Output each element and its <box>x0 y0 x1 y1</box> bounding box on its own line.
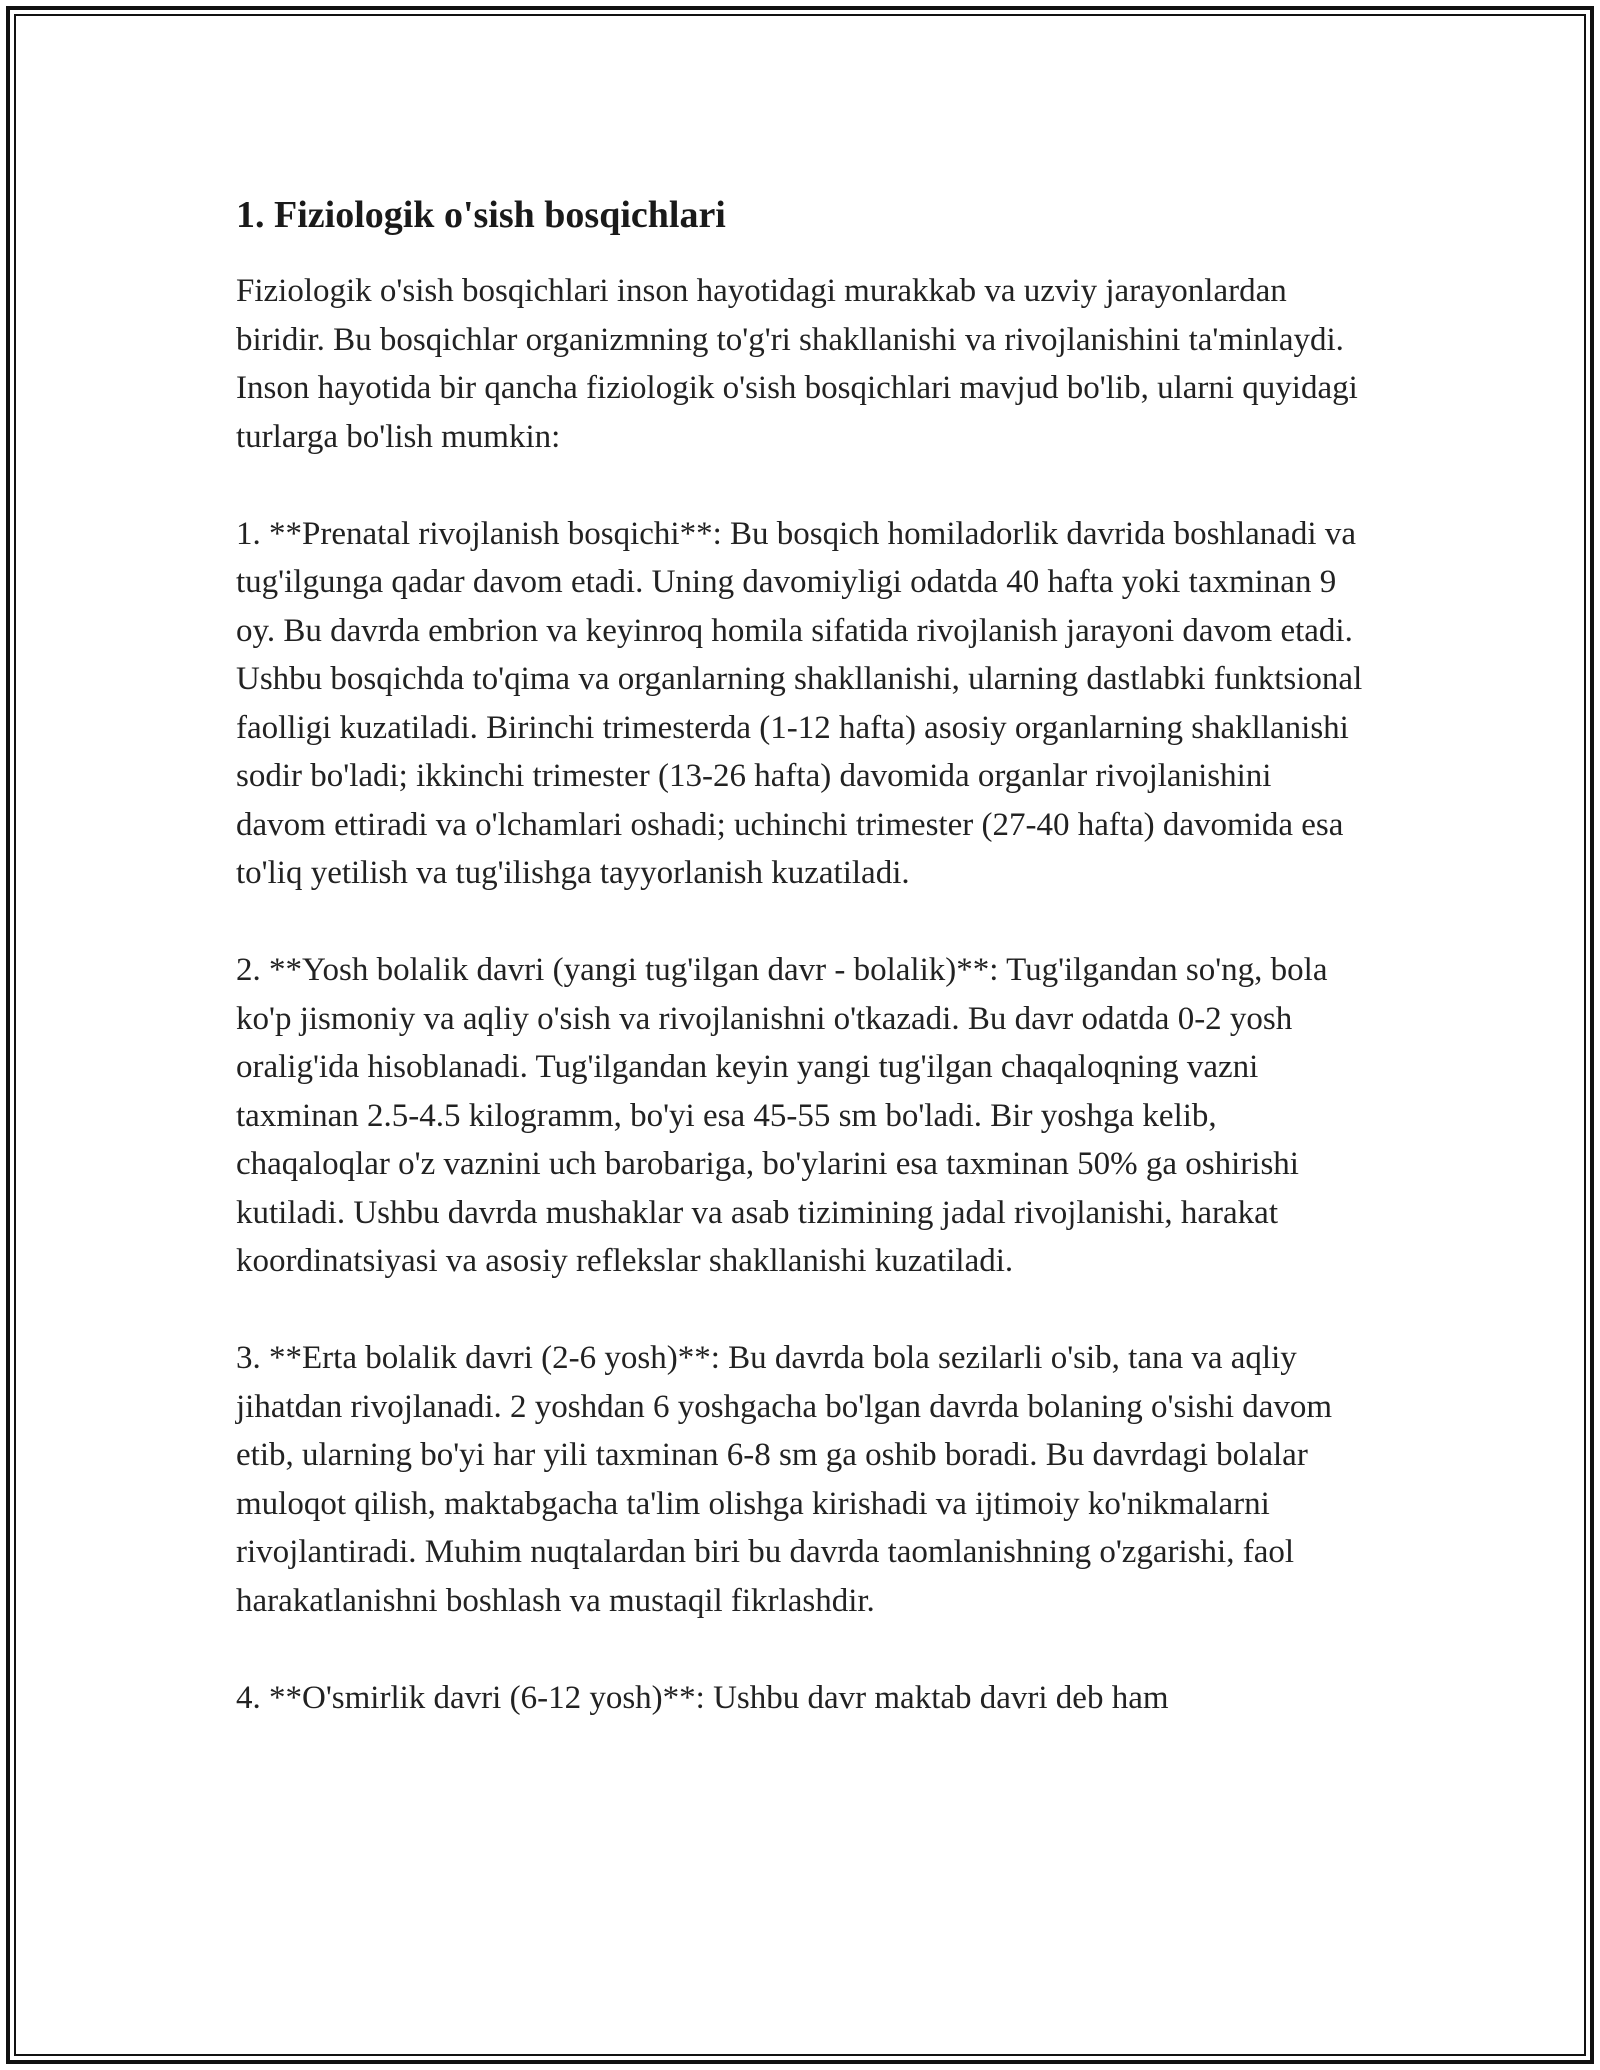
intro-paragraph: Fiziologik o'sish bosqichlari inson hayotidagi murakkab va uzviy jarayonlardan biridir. Bu bosqichlar organizmning to'g'ri shakllanishi va rivojlanishini ta'minlaydi. Inson hayotida bir qancha fiziologik o'sish bosqichlari mavjud bo'lib, ularni quyidagi turlarga bo'lish mumkin: <box>236 273 1358 455</box>
list-item-early-childhood: 3. **Erta bolalik davri (2-6 yosh)**: Bu davrda bola sezilarli o'sib, tana va aqliy jihatdan rivojlanadi. 2 yoshdan 6 yoshgacha bo'lgan davrda bolaning o'sishi davom etib, ularning bo'yi har yili taxminan 6-8 sm ga oshib boradi. Bu davrdagi bolalar muloqot qilish, maktabgacha ta'lim olishga kirishadi va ijtimoiy ko'nikmalarni rivojlantiradi. Muhim nuqtalardan biri bu davrda taomlanishning o'zgarishi, faol harakatlanishni boshlash va mustaqil fikrlashdir. <box>236 1340 1333 1619</box>
document-body <box>236 183 1366 1771</box>
list-item-infancy: 2. **Yosh bolalik davri (yangi tug'ilgan davr - bolalik)**: Tug'ilgandan so'ng, bola ko'p jismoniy va aqliy o'sish va rivojlanishni o'tkazadi. Bu davr odatda 0-2 yosh oralig'ida hisoblanadi. Tug'ilgandan keyin yangi tug'ilgan chaqaloqning vazni taxminan 2.5-4.5 kilogramm, bo'yi esa 45-55 sm bo'ladi. Bir yoshga kelib, chaqaloqlar o'z vaznini uch barobariga, bo'ylarini esa taxminan 50% ga oshirishi kutiladi. Ushbu davrda mushaklar va asab tizimining jadal rivojlanishi, harakat koordinatsiyasi va asosiy reflekslar shakllanishi kuzatiladi. <box>236 952 1328 1279</box>
list-item-school-age: 4. **O'smirlik davri (6-12 yosh)**: Ushbu davr maktab davri deb ham <box>236 1679 1169 1716</box>
section-heading: 1. Fiziologik o'sish bosqichlari <box>236 194 726 236</box>
list-item-prenatal: 1. **Prenatal rivojlanish bosqichi**: Bu bosqich homiladorlik davrida boshlanadi va tug'ilgunga qadar davom etadi. Uning davomiyligi odatda 40 hafta yoki taxminan 9 oy. Bu davrda embrion va keyinroq homila sifatida rivojlanish jarayoni davom etadi. Ushbu bosqichda to'qima va organlarning shakllanishi, ularning dastlabki funktsional faolligi kuzatiladi. Birinchi trimesterda (1-12 hafta) asosiy organlarning shakllanishi sodir bo'ladi; ikkinchi trimester (13-26 hafta) davomida organlar rivojlanishini davom ettiradi va o'lchamlari oshadi; uchinchi trimester (27-40 hafta) davomida esa to'liq yetilish va tug'ilishga tayyorlanish kuzatiladi. <box>236 515 1363 891</box>
